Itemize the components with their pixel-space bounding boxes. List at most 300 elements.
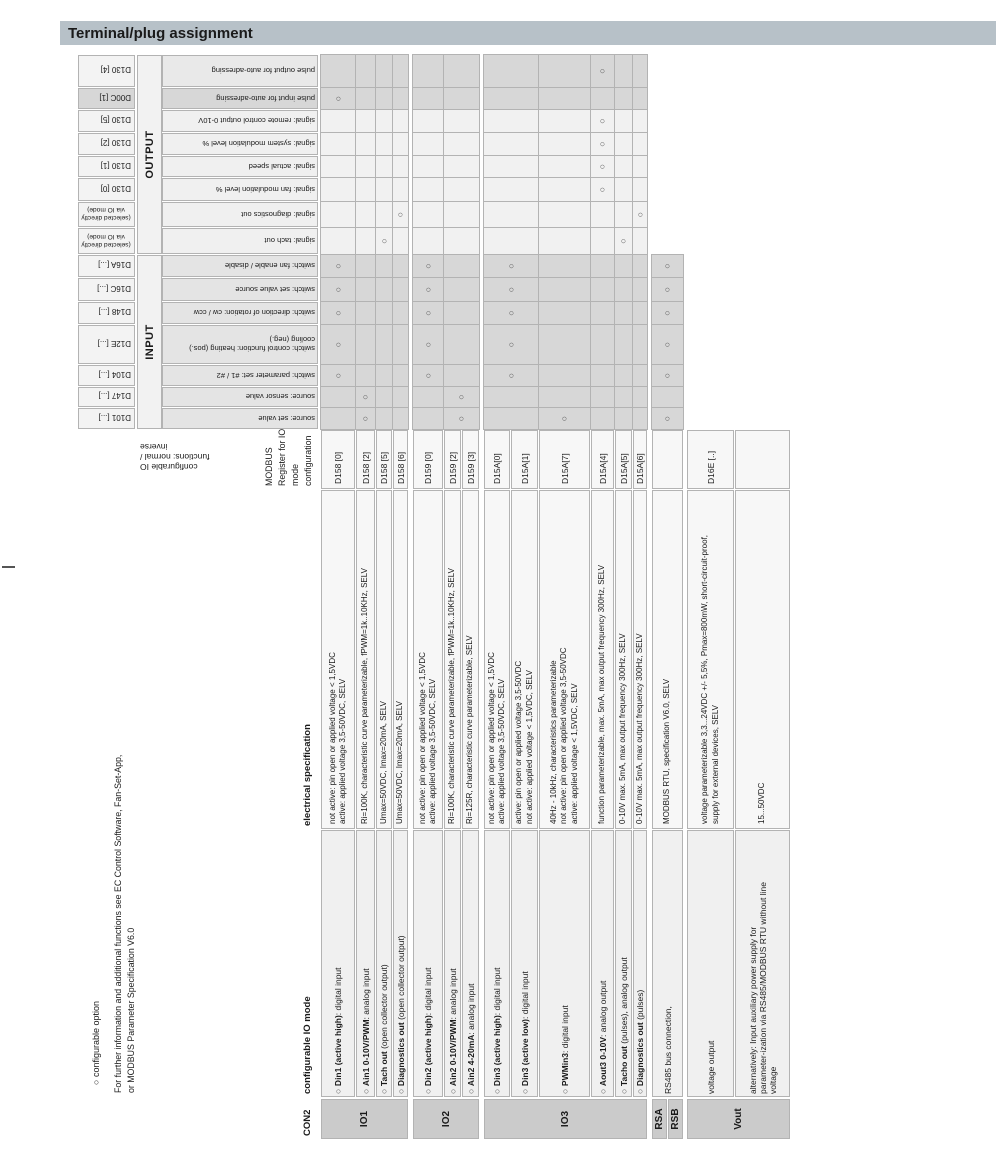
- configurable-circle-icon: ○: [492, 1086, 502, 1094]
- legend-note-text: configurable option: [91, 1000, 101, 1078]
- support-mark-icon: ○: [505, 341, 516, 348]
- modbus-cell-pwmin3: [539, 430, 590, 489]
- mode-label: ○ PWMin3: digital input: [559, 1005, 570, 1094]
- matrix-cell-pwmin3-remote: [538, 109, 591, 133]
- vertical-text: signal: system modulation level %: [202, 139, 315, 149]
- matrix-cell-diagrow-speed: [392, 155, 409, 178]
- register-label-cell-ctrl_func: [78, 325, 135, 364]
- matrix-cell-tachrow-pulse_in: [375, 87, 393, 110]
- modbus-register: D16E [..]: [705, 450, 716, 484]
- modbus-register: D15A[5]: [618, 453, 629, 484]
- spec-text: Ri=100K, characteristic curve parameterizable, fPWM=1k..10KHz, SELV: [447, 568, 457, 824]
- matrix-cell-diagrow-sysmod: [392, 132, 409, 156]
- mode-cell-tacho: [615, 830, 632, 1097]
- mode-label: ○ Ain2 4-20mA: analog input: [465, 983, 476, 1094]
- modbus-register: D159 [3]: [465, 451, 476, 484]
- spec-cell-valt: [735, 490, 790, 829]
- mode-label: RS485 bus connection,: [662, 1006, 673, 1094]
- matrix-cell-din1-fan_enable: [320, 254, 356, 278]
- spec-text: Umax=50VDC, Imax=20mA, SELV: [378, 700, 388, 824]
- spec-text: Ri=100K, characteristic curve parameterizable, fPWM=1k..10KHz, SELV: [360, 568, 370, 824]
- register-label-cell-remote: [78, 110, 135, 132]
- vertical-text: D101 [...]: [98, 413, 131, 422]
- mode-label: ○ Din3 (active high): digital input: [492, 967, 502, 1094]
- matrix-cell-rs485-fan_enable: [651, 254, 684, 278]
- matrix-cell-diag2-direction: [632, 301, 648, 325]
- matrix-cell-ain1-sensor_value: [355, 386, 376, 408]
- matrix-cell-diag2-remote: [632, 109, 648, 133]
- modbus-cell-diag2: [633, 430, 647, 489]
- matrix-cell-din1-tach: [320, 227, 356, 255]
- spec-cell-vout: [687, 490, 734, 829]
- spec-cell-ain1: [356, 490, 375, 829]
- support-mark-icon: ○: [597, 186, 607, 193]
- matrix-cell-ain1-fanmod: [355, 177, 376, 202]
- modbus-register: D158 [6]: [395, 451, 406, 484]
- matrix-cell-pwmin3-sysmod: [538, 132, 591, 156]
- spec-cell-diag2: [633, 490, 647, 829]
- support-mark-icon: ○: [662, 310, 672, 316]
- matrix-cell-pwmin3-svs: [538, 277, 591, 302]
- mode-label: ○ Diagnostics out (open collector output): [395, 935, 406, 1094]
- mode-label: ○ Ain2 0-10V/PWM: analog input: [447, 968, 458, 1094]
- mode-cell-tachrow: [376, 830, 392, 1097]
- matrix-cell-pwmin3-pulse_in: [538, 87, 591, 110]
- matrix-cell-ain1-param_set: [355, 364, 376, 387]
- group-label-input: INPUT: [137, 255, 162, 429]
- fold-mark: [2, 566, 15, 568]
- support-mark-icon: ○: [505, 263, 516, 269]
- function-name-cell-param_set: [162, 365, 318, 386]
- modbus-note: [140, 437, 230, 477]
- spec-text: Umax=50VDC, Imax=20mA, SELV: [395, 700, 405, 824]
- matrix-cell-din3h-fanmod: [483, 177, 539, 202]
- matrix-cell-tachrow-svs: [375, 277, 393, 302]
- matrix-cell-ain2v-svs: [443, 277, 480, 302]
- matrix-cell-aout3-param_set: [590, 364, 615, 387]
- matrix-cell-aout3-tach: [590, 227, 615, 255]
- mode-label: ○ Din1 (active high): digital input: [333, 967, 343, 1094]
- matrix-cell-ain2v-remote: [443, 109, 480, 133]
- configurable-circle-icon: ○: [379, 1086, 389, 1094]
- modbus-header-line: Register for IO: [277, 428, 287, 486]
- matrix-cell-ain2v-fanmod: [443, 177, 480, 202]
- function-name-cell-direction: [162, 302, 318, 324]
- modbus-register: D159 [2]: [447, 451, 458, 484]
- spec-cell-aout3: [591, 490, 614, 829]
- support-mark-icon: ○: [597, 118, 607, 124]
- vertical-text: D130 [4]: [100, 65, 131, 75]
- mode-cell-din3l: [511, 830, 538, 1097]
- matrix-cell-ain1-speed: [355, 155, 376, 178]
- matrix-cell-ain2v-sysmod: [443, 132, 480, 156]
- vertical-text: D130 [2]: [100, 138, 131, 148]
- configurable-circle-icon: ○: [597, 1086, 608, 1094]
- spec-cell-diagrow: [393, 490, 408, 829]
- matrix-cell-tachrow-ctrl_func: [375, 324, 393, 365]
- matrix-cell-din2-fan_enable: [412, 254, 444, 278]
- matrix-cell-din1-direction: [320, 301, 356, 325]
- spec-cell-tachrow: [376, 490, 392, 829]
- matrix-cell-tachrow-fanmod: [375, 177, 393, 202]
- register-label-cell-set_value: [78, 408, 135, 429]
- modbus-cell-aout3: [591, 430, 614, 489]
- mode-label: ○ Din2 (active high): digital input: [423, 967, 433, 1094]
- modbus-cell-valt: [735, 430, 790, 489]
- vertical-text: D16A [...]: [98, 260, 131, 270]
- spec-text: function parameterizable, max. 5mA, max output frequency 300Hz, SELV: [597, 564, 607, 824]
- vertical-text: signal: fan modulation level %: [215, 184, 315, 194]
- support-mark-icon: ○: [332, 341, 343, 348]
- matrix-cell-din3h-svs: [483, 277, 539, 302]
- matrix-cell-diag2-set_value: [632, 407, 648, 430]
- matrix-cell-pwmin3-tach: [538, 227, 591, 255]
- matrix-cell-tachrow-pulse_out: [375, 54, 393, 88]
- matrix-cell-tachrow-sensor_value: [375, 386, 393, 408]
- mode-cell-diagrow: [393, 830, 408, 1097]
- matrix-cell-pwmin3-diag: [538, 201, 591, 228]
- support-mark-icon: ○: [597, 68, 607, 74]
- matrix-cell-din3h-diag: [483, 201, 539, 228]
- matrix-cell-tacho-pulse_out: [614, 54, 633, 88]
- register-label-cell-fan_enable: [78, 255, 135, 277]
- function-name-cell-svs: [162, 278, 318, 301]
- matrix-cell-pwmin3-fan_enable: [538, 254, 591, 278]
- matrix-cell-din1-sensor_value: [320, 386, 356, 408]
- matrix-cell-rs485-param_set: [651, 364, 684, 387]
- matrix-cell-din2-fanmod: [412, 177, 444, 202]
- page-title: Terminal/plug assignment: [60, 21, 996, 45]
- matrix-cell-din3h-sysmod: [483, 132, 539, 156]
- mode-cell-ain2ma: [462, 830, 479, 1097]
- function-name-cell-sysmod: [162, 133, 318, 155]
- vertical-text: signal: actual speed: [248, 161, 315, 171]
- function-name-cell-tach: [162, 228, 318, 254]
- matrix-cell-diag2-pulse_out: [632, 54, 648, 88]
- matrix-cell-aout3-remote: [590, 109, 615, 133]
- matrix-cell-diagrow-ctrl_func: [392, 324, 409, 365]
- matrix-cell-ain1-diag: [355, 201, 376, 228]
- matrix-cell-tachrow-param_set: [375, 364, 393, 387]
- matrix-cell-tachrow-sysmod: [375, 132, 393, 156]
- support-mark-icon: ○: [662, 415, 672, 422]
- matrix-cell-tacho-sensor_value: [614, 386, 633, 408]
- matrix-cell-din1-pulse_in: [320, 87, 356, 110]
- matrix-cell-tacho-param_set: [614, 364, 633, 387]
- matrix-cell-ain1-sysmod: [355, 132, 376, 156]
- matrix-cell-ain1-svs: [355, 277, 376, 302]
- support-mark-icon: ○: [662, 372, 672, 379]
- function-name-cell-pulse_in: [162, 88, 318, 109]
- matrix-cell-tacho-diag: [614, 201, 633, 228]
- configurable-circle-icon: ○: [519, 1086, 530, 1094]
- matrix-cell-diag2-sysmod: [632, 132, 648, 156]
- matrix-cell-diag2-pulse_in: [632, 87, 648, 110]
- matrix-cell-diagrow-fan_enable: [392, 254, 409, 278]
- function-name-cell-remote: [162, 110, 318, 132]
- matrix-cell-tacho-remote: [614, 109, 633, 133]
- matrix-cell-diagrow-pulse_out: [392, 54, 409, 88]
- matrix-cell-ain2v-direction: [443, 301, 480, 325]
- vertical-text: D104 [...]: [98, 370, 131, 379]
- support-mark-icon: ○: [662, 341, 672, 348]
- register-label-cell-svs: [78, 278, 135, 301]
- matrix-cell-din1-speed: [320, 155, 356, 178]
- circle-icon: ○: [91, 1079, 101, 1085]
- matrix-cell-ain2v-param_set: [443, 364, 480, 387]
- matrix-cell-tacho-svs: [614, 277, 633, 302]
- spec-text: 40Hz - 10kHz, characteristics parameterizable not active: pin open or applied voltage 3,5-50VDC active: applied voltage < 1,5VDC, SELV: [548, 647, 579, 824]
- register-label-cell-pulse_out: [78, 55, 135, 87]
- matrix-cell-tacho-direction: [614, 301, 633, 325]
- matrix-cell-din2-set_value: [412, 407, 444, 430]
- matrix-cell-diag2-sensor_value: [632, 386, 648, 408]
- configurable-circle-icon: ○: [559, 1086, 570, 1094]
- modbus-register: D15A[6]: [635, 453, 645, 484]
- matrix-cell-diagrow-svs: [392, 277, 409, 302]
- matrix-cell-din2-ctrl_func: [412, 324, 444, 365]
- matrix-cell-din2-remote: [412, 109, 444, 133]
- spec-text: active: pin open or applied voltage 3,5-50VDC not active: applied voltage < 1,5VDC, SELV: [514, 660, 534, 824]
- support-mark-icon: ○: [422, 286, 433, 293]
- matrix-cell-din3h-pulse_in: [483, 87, 539, 110]
- matrix-cell-tacho-pulse_in: [614, 87, 633, 110]
- con2-cell-IO3: IO3: [484, 1099, 647, 1139]
- matrix-cell-pwmin3-speed: [538, 155, 591, 178]
- matrix-cell-rs485-set_value: [651, 407, 684, 430]
- matrix-cell-ain1-tach: [355, 227, 376, 255]
- modbus-cell-ain1: [356, 430, 375, 489]
- matrix-cell-din3h-remote: [483, 109, 539, 133]
- vertical-text: D130 [1]: [100, 161, 131, 170]
- matrix-cell-rs485-direction: [651, 301, 684, 325]
- matrix-cell-din2-pulse_out: [412, 54, 444, 88]
- mode-cell-valt: [735, 830, 790, 1097]
- matrix-cell-aout3-pulse_in: [590, 87, 615, 110]
- mode-cell-vout: [687, 830, 734, 1097]
- matrix-cell-ain2v-tach: [443, 227, 480, 255]
- matrix-cell-aout3-svs: [590, 277, 615, 302]
- matrix-cell-tacho-tach: [614, 227, 633, 255]
- matrix-cell-ain1-set_value: [355, 407, 376, 430]
- support-mark-icon: ○: [456, 415, 466, 422]
- support-mark-icon: ○: [332, 286, 343, 293]
- matrix-cell-tacho-speed: [614, 155, 633, 178]
- matrix-cell-aout3-speed: [590, 155, 615, 178]
- vertical-text: switch: fan enable / disable: [224, 261, 315, 271]
- spec-text: 0-10V max. 5mA, max output frequency 300Hz, SELV: [634, 633, 644, 824]
- vertical-text: signal: remote control output 0-10V: [198, 116, 315, 126]
- mode-label: ○ Tach out (open collector output): [379, 964, 389, 1094]
- matrix-cell-din3h-pulse_out: [483, 54, 539, 88]
- matrix-cell-din1-sysmod: [320, 132, 356, 156]
- register-label-cell-tach: [78, 228, 135, 254]
- vertical-text: D130 [5]: [100, 115, 131, 125]
- configurable-circle-icon: ○: [465, 1086, 476, 1094]
- mode-header: configurable IO mode: [302, 996, 313, 1094]
- con2-cell-RSA: RSA: [652, 1099, 667, 1139]
- matrix-cell-diag2-fanmod: [632, 177, 648, 202]
- matrix-cell-din2-sensor_value: [412, 386, 444, 408]
- modbus-header-line: mode: [290, 463, 300, 486]
- matrix-cell-din1-pulse_out: [320, 54, 356, 88]
- configurable-circle-icon: ○: [423, 1086, 433, 1094]
- spec-text: not active: pin open or applied voltage < 1,5VDC active: applied voltage 3,5-50VDC, SELV: [417, 652, 437, 824]
- register-label-cell-pulse_in: [78, 88, 135, 109]
- modbus-cell-rs485: [652, 430, 683, 489]
- function-name-cell-set_value: [162, 408, 318, 429]
- matrix-cell-ain2v-speed: [443, 155, 480, 178]
- modbus-register: D15A[0]: [492, 453, 502, 484]
- modbus-register: D158 [2]: [360, 451, 371, 484]
- vertical-text: D130 [0]: [100, 184, 131, 193]
- matrix-cell-tachrow-set_value: [375, 407, 393, 430]
- matrix-cell-ain1-remote: [355, 109, 376, 133]
- matrix-cell-aout3-ctrl_func: [590, 324, 615, 365]
- modbus-cell-tacho: [615, 430, 632, 489]
- info-note-line: For further information and additional functions see EC Control Software, Fan-Set-App,: [113, 754, 123, 1093]
- support-mark-icon: ○: [456, 394, 466, 400]
- vertical-text: signal: diagnostics out: [241, 209, 315, 219]
- matrix-cell-din1-param_set: [320, 364, 356, 387]
- register-label-cell-sensor_value: [78, 387, 135, 407]
- support-mark-icon: ○: [332, 263, 343, 269]
- register-label-cell-diag: [78, 202, 135, 227]
- matrix-cell-pwmin3-param_set: [538, 364, 591, 387]
- modbus-cell-ain2ma: [462, 430, 479, 489]
- matrix-cell-aout3-set_value: [590, 407, 615, 430]
- matrix-cell-ain1-ctrl_func: [355, 324, 376, 365]
- matrix-cell-aout3-diag: [590, 201, 615, 228]
- mode-label: ○ Tacho out (pulses), analog output: [618, 957, 629, 1094]
- matrix-cell-din1-ctrl_func: [320, 324, 356, 365]
- mode-cell-ain2v: [444, 830, 461, 1097]
- matrix-cell-tachrow-fan_enable: [375, 254, 393, 278]
- mode-cell-rs485: [652, 830, 683, 1097]
- matrix-cell-din2-pulse_in: [412, 87, 444, 110]
- modbus-register: D15A[4]: [597, 453, 608, 484]
- matrix-cell-tachrow-remote: [375, 109, 393, 133]
- spec-text: 0-10V max. 5mA, max output frequency 300Hz, SELV: [618, 633, 628, 824]
- con2-cell-Vout: Vout: [687, 1099, 790, 1139]
- matrix-cell-tachrow-diag: [375, 201, 393, 228]
- vertical-text: D147 [...]: [98, 391, 131, 401]
- vertical-text: switch: parameter set: #1 / #2: [216, 370, 315, 380]
- support-mark-icon: ○: [662, 263, 672, 269]
- modbus-register: D15A[7]: [559, 453, 570, 484]
- vertical-text: switch: set value source: [235, 284, 315, 294]
- spec-text: Ri=125R, characteristic curve parameterizable, SELV: [465, 635, 475, 824]
- matrix-cell-diag2-param_set: [632, 364, 648, 387]
- function-name-cell-fan_enable: [162, 255, 318, 277]
- modbus-cell-din3h: [484, 430, 510, 489]
- matrix-cell-tacho-set_value: [614, 407, 633, 430]
- support-mark-icon: ○: [395, 211, 405, 218]
- matrix-cell-din2-diag: [412, 201, 444, 228]
- support-mark-icon: ○: [505, 310, 516, 316]
- matrix-cell-diagrow-direction: [392, 301, 409, 325]
- support-mark-icon: ○: [422, 263, 433, 269]
- matrix-cell-ain2v-ctrl_func: [443, 324, 480, 365]
- matrix-cell-aout3-fanmod: [590, 177, 615, 202]
- support-mark-icon: ○: [332, 310, 343, 316]
- mode-label: alternatively: Input auxiliary power supply for parameter-ization via RS485/MODBUS RTU without line voltage: [747, 882, 778, 1094]
- support-mark-icon: ○: [332, 372, 343, 379]
- support-mark-icon: ○: [422, 372, 433, 379]
- spec-header: electrical specification: [302, 724, 313, 826]
- matrix-cell-din3h-speed: [483, 155, 539, 178]
- modbus-register: D158 [0]: [333, 451, 343, 484]
- configurable-circle-icon: ○: [618, 1086, 629, 1094]
- function-name-cell-pulse_out: [162, 55, 318, 87]
- modbus-cell-vout: [687, 430, 734, 489]
- matrix-cell-ain1-direction: [355, 301, 376, 325]
- support-mark-icon: ○: [360, 415, 370, 422]
- spec-text: MODBUS RTU, specification V6.0, SELV: [662, 678, 672, 824]
- support-mark-icon: ○: [360, 394, 370, 400]
- support-mark-icon: ○: [597, 141, 607, 147]
- modbus-cell-diagrow: [393, 430, 408, 489]
- spec-text: voltage parameterizable 3,3...24VDC +/- 5,5%, Pmax=800mW, short-circuit-proof, supply for external devices, SELV: [700, 534, 720, 824]
- matrix-cell-pwmin3-pulse_out: [538, 54, 591, 88]
- spec-cell-ain2v: [444, 490, 461, 829]
- matrix-cell-din2-direction: [412, 301, 444, 325]
- support-mark-icon: ○: [378, 238, 389, 244]
- matrix-cell-diagrow-pulse_in: [392, 87, 409, 110]
- function-name-cell-ctrl_func: [162, 325, 318, 364]
- mode-cell-pwmin3: [539, 830, 590, 1097]
- support-mark-icon: ○: [422, 341, 433, 348]
- mode-cell-ain1: [356, 830, 375, 1097]
- matrix-cell-diag2-diag: [632, 201, 648, 228]
- register-label-cell-param_set: [78, 365, 135, 386]
- modbus-cell-din2: [413, 430, 443, 489]
- matrix-cell-ain2v-set_value: [443, 407, 480, 430]
- matrix-cell-diagrow-param_set: [392, 364, 409, 387]
- vertical-text: D00C [1]: [99, 93, 131, 102]
- matrix-cell-din3h-set_value: [483, 407, 539, 430]
- terminal-assignment-table: [78, 55, 790, 1140]
- matrix-cell-din1-diag: [320, 201, 356, 228]
- matrix-cell-pwmin3-ctrl_func: [538, 324, 591, 365]
- register-label-cell-sysmod: [78, 133, 135, 155]
- configurable-circle-icon: ○: [447, 1086, 458, 1094]
- matrix-cell-diagrow-diag: [392, 201, 409, 228]
- spec-cell-ain2ma: [462, 490, 479, 829]
- modbus-register: D159 [0]: [423, 451, 433, 484]
- support-mark-icon: ○: [332, 95, 343, 102]
- vertical-text: (selected directly via IO mode): [81, 233, 131, 248]
- con2-header: CON2: [302, 1109, 313, 1136]
- con2-cell-IO1: IO1: [321, 1099, 408, 1139]
- spec-cell-rs485: [652, 490, 683, 829]
- register-label-cell-speed: [78, 156, 135, 177]
- matrix-cell-pwmin3-set_value: [538, 407, 591, 430]
- spec-cell-pwmin3: [539, 490, 590, 829]
- spec-cell-din2: [413, 490, 443, 829]
- matrix-cell-ain2v-sensor_value: [443, 386, 480, 408]
- function-name-cell-diag: [162, 202, 318, 227]
- matrix-cell-tachrow-speed: [375, 155, 393, 178]
- matrix-cell-pwmin3-direction: [538, 301, 591, 325]
- configurable-circle-icon: ○: [360, 1086, 371, 1094]
- matrix-cell-diag2-tach: [632, 227, 648, 255]
- matrix-cell-diag2-ctrl_func: [632, 324, 648, 365]
- modbus-cell-ain2v: [444, 430, 461, 489]
- modbus-header-line: MODBUS: [264, 447, 274, 486]
- vertical-text: D148 [...]: [98, 307, 131, 317]
- info-note: [112, 755, 138, 1093]
